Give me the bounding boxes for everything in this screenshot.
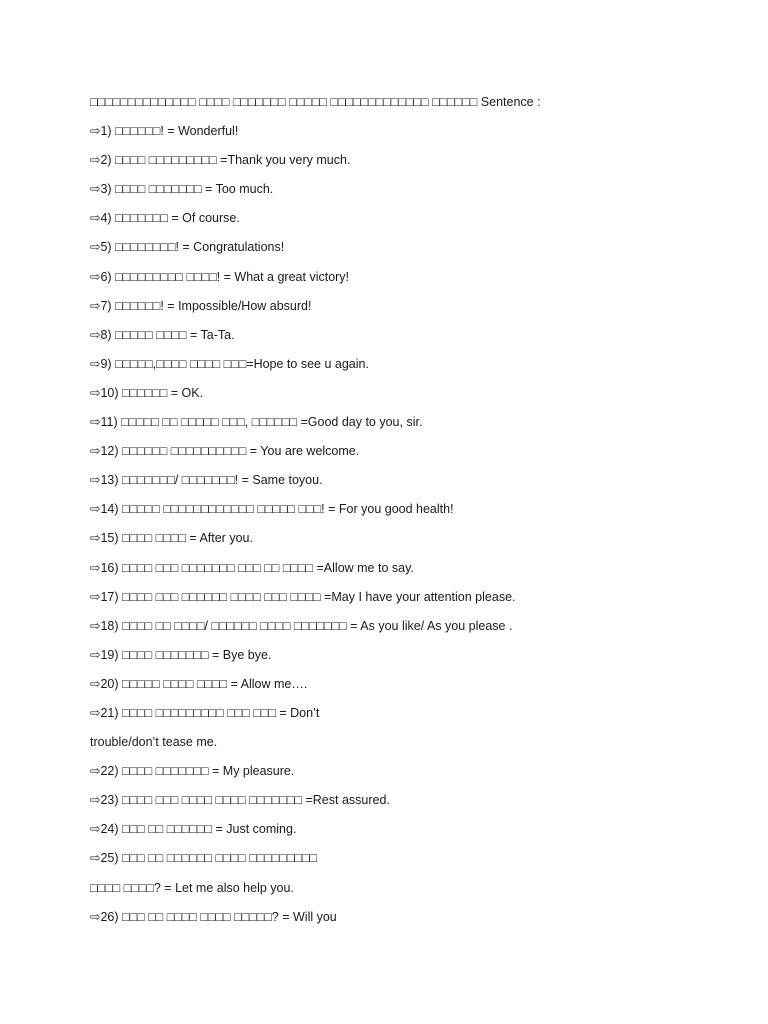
sentence-line-26: ⇨26) □□□ □□ □□□□ □□□□ □□□□□? = Will you — [90, 909, 337, 924]
sentence-line-3: ⇨3) □□□□ □□□□□□□ = Too much. — [90, 182, 274, 197]
sentence-line-14: ⇨14) □□□□□ □□□□□□□□□□□□ □□□□□ □□□! = For you good health! — [90, 502, 454, 517]
sentence-line-7: ⇨7) □□□□□□! = Impossible/How absurd! — [90, 298, 312, 313]
sentence-line-18: ⇨18) □□□□ □□ □□□□/ □□□□□□ □□□□ □□□□□□□ = As you like/ As you please . — [90, 618, 513, 633]
sentence-line-23: ⇨23) □□□□ □□□ □□□□ □□□□ □□□□□□□ =Rest assured. — [90, 793, 390, 808]
sentence-line-19: ⇨19) □□□□ □□□□□□□ = Bye bye. — [90, 647, 272, 662]
sentence-line-1: ⇨1) □□□□□□! = Wonderful! — [90, 124, 239, 139]
sentence-line-13: ⇨13) □□□□□□□/ □□□□□□□! = Same toyou. — [90, 473, 323, 488]
sentence-line-4: ⇨4) □□□□□□□ = Of course. — [90, 211, 240, 226]
sentence-line-6: ⇨6) □□□□□□□□□ □□□□! = What a great victory! — [90, 269, 350, 284]
sentence-line-2: ⇨2) □□□□ □□□□□□□□□ =Thank you very much. — [90, 153, 351, 168]
sentence-line-12: ⇨12) □□□□□□ □□□□□□□□□□ = You are welcome. — [90, 444, 360, 459]
document-body — [90, 92, 710, 936]
sentence-line-24: ⇨24) □□□ □□ □□□□□□ = Just coming. — [90, 822, 297, 837]
heading-line: □□□□□□□□□□□□□□ □□□□ □□□□□□□ □□□□□ □□□□□□□□□□□□□ □□□□□□ Sentence : — [90, 95, 541, 109]
sentence-line-8: ⇨8) □□□□□ □□□□ = Ta-Ta. — [90, 327, 235, 342]
sentence-line-25: ⇨25) □□□ □□ □□□□□□ □□□□ □□□□□□□□□ — [90, 851, 318, 866]
sentence-line-21: ⇨21) □□□□ □□□□□□□□□ □□□ □□□ = Don’t — [90, 705, 320, 720]
sentence-line-17: ⇨17) □□□□ □□□ □□□□□□ □□□□ □□□ □□□□ =May I have your attention please. — [90, 589, 516, 604]
sentence-line-25-continued: □□□□ □□□□? = Let me also help you. — [90, 880, 294, 895]
sentence-line-20: ⇨20) □□□□□ □□□□ □□□□ = Allow me…. — [90, 676, 308, 691]
sentence-line-22: ⇨22) □□□□ □□□□□□□ = My pleasure. — [90, 764, 295, 779]
sentence-line-10: ⇨10) □□□□□□ = OK. — [90, 385, 204, 400]
sentence-line-16: ⇨16) □□□□ □□□ □□□□□□□ □□□ □□ □□□□ =Allow me to say. — [90, 560, 414, 575]
sentence-line-21-continued: trouble/don’t tease me. — [90, 735, 218, 750]
sentence-line-5: ⇨5) □□□□□□□□! = Congratulations! — [90, 240, 285, 255]
sentence-line-9: ⇨9) □□□□□,□□□□ □□□□ □□□=Hope to see u again. — [90, 356, 369, 371]
sentence-line-15: ⇨15) □□□□ □□□□ = After you. — [90, 531, 253, 546]
sentence-line-11: ⇨11) □□□□□ □□ □□□□□ □□□, □□□□□□ =Good day to you, sir. — [90, 415, 423, 430]
